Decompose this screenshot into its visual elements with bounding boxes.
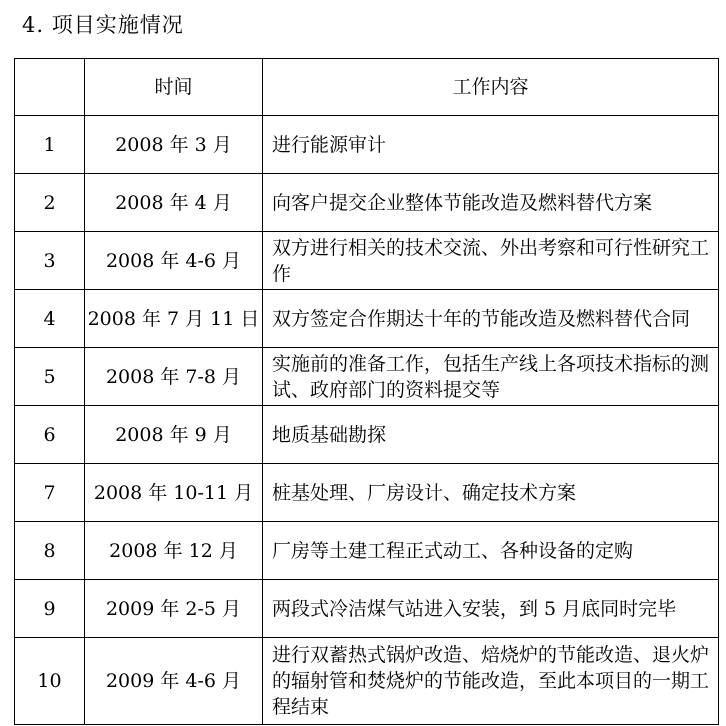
row-number: 2 — [15, 174, 85, 232]
row-content: 厂房等土建工程正式动工、各种设备的定购 — [263, 522, 719, 580]
row-time: 2008 年 4-6 月 — [85, 232, 263, 290]
table-row — [15, 290, 719, 348]
table-row — [15, 348, 719, 406]
row-number: 4 — [15, 290, 85, 348]
row-content: 实施前的准备工作，包括生产线上各项技术指标的测试、政府部门的资料提交等 — [263, 348, 719, 406]
row-number: 3 — [15, 232, 85, 290]
row-time: 2008 年 3 月 — [85, 116, 263, 174]
row-time: 2008 年 7-8 月 — [85, 348, 263, 406]
row-content: 进行双蓄热式锅炉改造、焙烧炉的节能改造、退火炉的辐射管和焚烧炉的节能改造，至此本项目的一期工程结束 — [263, 638, 719, 725]
implementation-schedule-table — [14, 58, 719, 725]
row-time: 2008 年 10-11 月 — [85, 464, 263, 522]
row-content: 进行能源审计 — [263, 116, 719, 174]
row-time: 2008 年 4 月 — [85, 174, 263, 232]
row-time: 2009 年 2-5 月 — [85, 580, 263, 638]
row-number: 1 — [15, 116, 85, 174]
row-content: 双方进行相关的技术交流、外出考察和可行性研究工作 — [263, 232, 719, 290]
row-number: 9 — [15, 580, 85, 638]
row-content: 双方签定合作期达十年的节能改造及燃料替代合同 — [263, 290, 719, 348]
row-content: 向客户提交企业整体节能改造及燃料替代方案 — [263, 174, 719, 232]
row-number: 10 — [15, 638, 85, 725]
row-time: 2009 年 4-6 月 — [85, 638, 263, 725]
header-number-cell — [15, 59, 85, 116]
row-time: 2008 年 9 月 — [85, 406, 263, 464]
table-row — [15, 174, 719, 232]
row-number: 5 — [15, 348, 85, 406]
row-time: 2008 年 7 月 11 日 — [85, 290, 263, 348]
header-content-cell: 工作内容 — [263, 59, 719, 116]
table-row — [15, 406, 719, 464]
table-row — [15, 464, 719, 522]
table-row — [15, 580, 719, 638]
table-header-row — [15, 59, 719, 116]
row-content: 桩基处理、厂房设计、确定技术方案 — [263, 464, 719, 522]
table-row — [15, 638, 719, 725]
row-number: 6 — [15, 406, 85, 464]
row-content: 地质基础勘探 — [263, 406, 719, 464]
row-time: 2008 年 12 月 — [85, 522, 263, 580]
table-row — [15, 232, 719, 290]
table-row — [15, 116, 719, 174]
table-row — [15, 522, 719, 580]
section-heading: 4. 项目实施情况 — [22, 13, 184, 37]
row-content: 两段式冷洁煤气站进入安装，到 5 月底同时完毕 — [263, 580, 719, 638]
row-number: 8 — [15, 522, 85, 580]
header-time-cell: 时间 — [85, 59, 263, 116]
row-number: 7 — [15, 464, 85, 522]
